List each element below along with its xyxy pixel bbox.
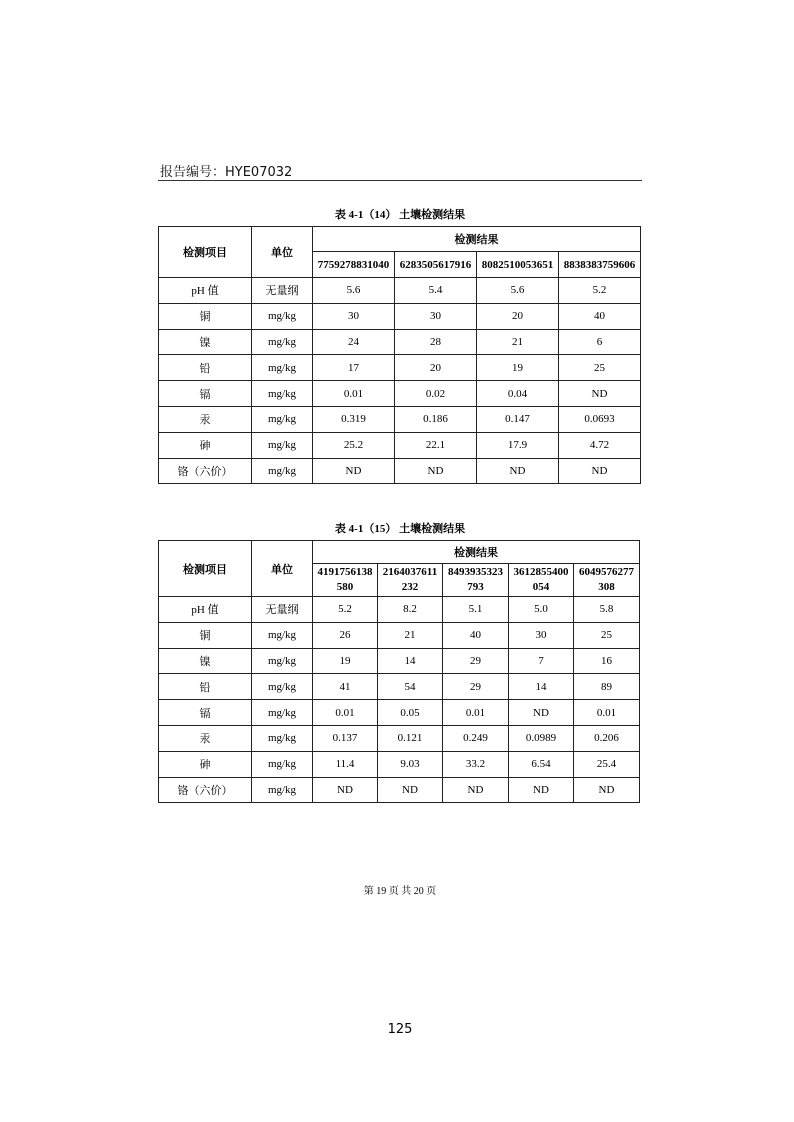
result-value: 30 (313, 303, 395, 329)
sample-id (574, 564, 640, 597)
row-item: 铜 (159, 622, 252, 648)
sample-id-line2: 232 (401, 581, 419, 593)
result-value: ND (395, 458, 477, 484)
result-value: 0.147 (477, 406, 559, 432)
result-value: ND (313, 458, 395, 484)
soil-results-table-15 (158, 540, 640, 803)
result-value: 21 (477, 329, 559, 355)
header-divider (158, 180, 642, 181)
sample-id-line1: 4191756138 (317, 566, 373, 578)
result-value: 5.6 (477, 278, 559, 304)
result-value: 9.03 (378, 751, 443, 777)
page-number: 125 (387, 1022, 413, 1037)
row-item: 铜 (159, 303, 252, 329)
result-value: 19 (313, 648, 378, 674)
row-item: 砷 (159, 432, 252, 458)
header-results: 检测结果 (313, 227, 641, 252)
result-value: 0.05 (378, 700, 443, 726)
row-item: pH 值 (159, 597, 252, 623)
row-item: 铬（六价） (159, 458, 252, 484)
result-value: 6.54 (509, 751, 574, 777)
table-row (159, 725, 640, 751)
result-value: 24 (313, 329, 395, 355)
result-value: ND (559, 458, 641, 484)
table-row (159, 777, 640, 803)
result-value: 0.01 (574, 700, 640, 726)
result-value: 5.6 (313, 278, 395, 304)
result-value: 20 (477, 303, 559, 329)
table-row (159, 622, 640, 648)
result-value: 5.1 (443, 597, 509, 623)
result-value: 6 (559, 329, 641, 355)
sample-id: 8082510053651 (477, 252, 559, 278)
row-item: 镉 (159, 381, 252, 407)
row-unit: mg/kg (252, 406, 313, 432)
result-value: 4.72 (559, 432, 641, 458)
result-value: 0.01 (313, 381, 395, 407)
result-value: 25 (574, 622, 640, 648)
row-unit: mg/kg (252, 674, 313, 700)
row-unit: mg/kg (252, 303, 313, 329)
sample-id-line1: 3612855400 (513, 566, 569, 578)
result-value: 29 (443, 674, 509, 700)
result-value: 5.0 (509, 597, 574, 623)
row-unit: mg/kg (252, 751, 313, 777)
row-unit: 无量纲 (252, 597, 313, 623)
result-value: ND (559, 381, 641, 407)
result-value: 0.01 (313, 700, 378, 726)
result-value: 25.2 (313, 432, 395, 458)
result-value: ND (509, 777, 574, 803)
result-value: 0.206 (574, 725, 640, 751)
result-value: 5.8 (574, 597, 640, 623)
table-row (159, 278, 641, 304)
header-unit: 单位 (252, 541, 313, 597)
row-unit: 无量纲 (252, 278, 313, 304)
row-unit: mg/kg (252, 700, 313, 726)
result-value: 30 (395, 303, 477, 329)
table-row (159, 648, 640, 674)
table-caption-14: 表 4-1（14） 土壤检测结果 (334, 209, 466, 221)
result-value: 17.9 (477, 432, 559, 458)
result-value: 0.319 (313, 406, 395, 432)
result-value: ND (313, 777, 378, 803)
row-item: 汞 (159, 406, 252, 432)
result-value: 0.0693 (559, 406, 641, 432)
result-value: 0.04 (477, 381, 559, 407)
row-unit: mg/kg (252, 355, 313, 381)
table-row (159, 674, 640, 700)
header-item: 检测项目 (159, 227, 252, 278)
result-value: ND (378, 777, 443, 803)
sample-id (443, 564, 509, 597)
result-value: 0.249 (443, 725, 509, 751)
table-row (159, 432, 641, 458)
sample-id (509, 564, 574, 597)
row-item: 铅 (159, 355, 252, 381)
result-value: 7 (509, 648, 574, 674)
result-value: 21 (378, 622, 443, 648)
row-unit: mg/kg (252, 777, 313, 803)
row-item: 镉 (159, 700, 252, 726)
sample-id: 6283505617916 (395, 252, 477, 278)
row-unit: mg/kg (252, 458, 313, 484)
result-value: 30 (509, 622, 574, 648)
result-value: 5.2 (313, 597, 378, 623)
row-unit: mg/kg (252, 648, 313, 674)
row-item: pH 值 (159, 278, 252, 304)
result-value: 26 (313, 622, 378, 648)
report-number: 报告编号：HYE07032 (160, 165, 293, 180)
table-row (159, 458, 641, 484)
row-unit: mg/kg (252, 622, 313, 648)
result-value: 40 (559, 303, 641, 329)
result-value: ND (574, 777, 640, 803)
result-value: 25.4 (574, 751, 640, 777)
result-value: 0.0989 (509, 725, 574, 751)
row-unit: mg/kg (252, 381, 313, 407)
result-value: 8.2 (378, 597, 443, 623)
table-row (159, 406, 641, 432)
header-unit: 单位 (252, 227, 313, 278)
result-value: 33.2 (443, 751, 509, 777)
result-value: 16 (574, 648, 640, 674)
result-value: 40 (443, 622, 509, 648)
sample-id-line1: 2164037611 (382, 566, 438, 578)
sample-id: 8838383759606 (559, 252, 641, 278)
table-row (159, 381, 641, 407)
row-item: 镍 (159, 648, 252, 674)
sample-id: 7759278831040 (313, 252, 395, 278)
result-value: 19 (477, 355, 559, 381)
result-value: 54 (378, 674, 443, 700)
table-row (159, 751, 640, 777)
sample-id (378, 564, 443, 597)
table-row (159, 329, 641, 355)
result-value: 89 (574, 674, 640, 700)
result-value: 25 (559, 355, 641, 381)
sample-id-line2: 580 (336, 581, 354, 593)
row-item: 铬（六价） (159, 777, 252, 803)
result-value: 20 (395, 355, 477, 381)
sample-id-line1: 8493935323 (448, 566, 503, 578)
result-value: ND (509, 700, 574, 726)
result-value: 22.1 (395, 432, 477, 458)
result-value: 0.01 (443, 700, 509, 726)
result-value: 0.137 (313, 725, 378, 751)
result-value: 11.4 (313, 751, 378, 777)
result-value: 5.2 (559, 278, 641, 304)
table-row (159, 355, 641, 381)
header-results: 检测结果 (313, 541, 640, 564)
sample-id-line2: 054 (532, 581, 550, 593)
sample-id (313, 564, 378, 597)
sample-id-line2: 793 (467, 581, 484, 593)
header-item: 检测项目 (159, 541, 252, 597)
result-value: 41 (313, 674, 378, 700)
row-unit: mg/kg (252, 432, 313, 458)
result-value: 0.02 (395, 381, 477, 407)
result-value: 0.186 (395, 406, 477, 432)
row-item: 砷 (159, 751, 252, 777)
sample-id-line2: 308 (598, 581, 615, 593)
result-value: ND (443, 777, 509, 803)
result-value: 14 (378, 648, 443, 674)
table-row (159, 597, 640, 623)
sample-id-line1: 6049576277 (579, 566, 634, 578)
table-row (159, 303, 641, 329)
result-value: 0.121 (378, 725, 443, 751)
result-value: 17 (313, 355, 395, 381)
result-value: ND (477, 458, 559, 484)
row-item: 镍 (159, 329, 252, 355)
result-value: 14 (509, 674, 574, 700)
result-value: 5.4 (395, 278, 477, 304)
row-item: 汞 (159, 725, 252, 751)
table-row (159, 700, 640, 726)
result-value: 28 (395, 329, 477, 355)
soil-results-table-14 (158, 226, 641, 484)
row-unit: mg/kg (252, 725, 313, 751)
result-value: 29 (443, 648, 509, 674)
table-caption-15: 表 4-1（15） 土壤检测结果 (334, 523, 466, 535)
row-unit: mg/kg (252, 329, 313, 355)
page-footer: 第 19 页 共 20 页 (363, 886, 437, 897)
row-item: 铅 (159, 674, 252, 700)
